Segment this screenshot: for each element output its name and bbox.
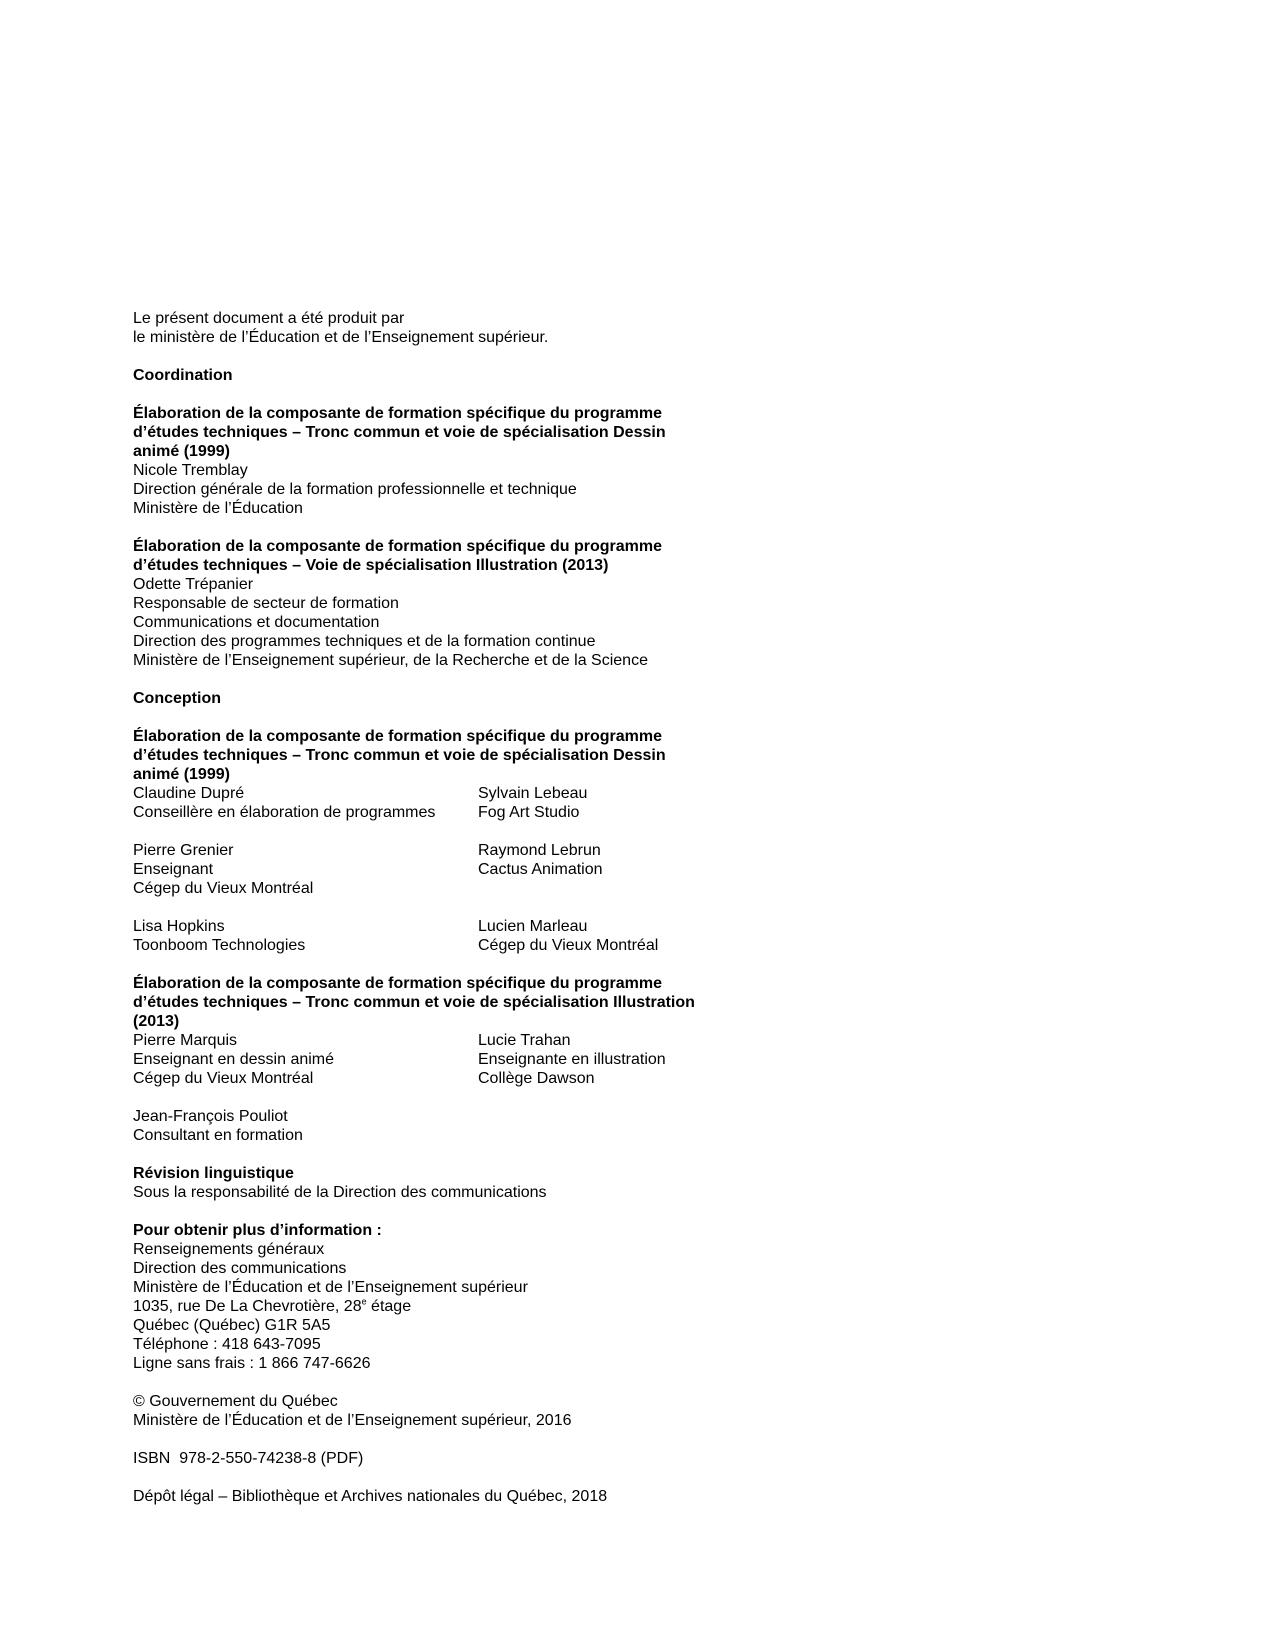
credit-line: Toonboom Technologies [133,937,306,954]
block-heading: Élaboration de la composante de formation spécifique du programme d’études techniques – Tronc commun et voie de spécialisation Illustration (2013) [133,975,695,1030]
address-line [133,1297,853,1316]
credit-line: Enseignante en illustration [478,1051,666,1068]
credit-line: Pierre Marquis [133,1032,238,1049]
tollfree-line: Ligne sans frais : 1 866 747-6626 [133,1355,371,1372]
isbn: ISBN 978-2-550-74238-8 (PDF) [133,1450,364,1467]
credit-line: Consultant en formation [133,1127,303,1144]
section-title-info: Pour obtenir plus d’information : [133,1222,382,1239]
credit-line: Cégep du Vieux Montréal [133,1070,314,1087]
credit-line: Sous la responsabilité de la Direction des communications [133,1184,547,1201]
phone-line: Téléphone : 418 643-7095 [133,1336,321,1353]
section-title-coordination: Coordination [133,367,233,384]
address-suffix: étage [366,1298,412,1315]
contact-section [133,1221,853,1373]
credit-line: Claudine Dupré [133,785,245,802]
credit-line: Lucie Trahan [478,1032,571,1049]
coordination-block-2013 [133,537,853,670]
credit-line: Enseignant en dessin animé [133,1051,335,1068]
credit-line: Cégep du Vieux Montréal [133,880,314,897]
block-heading: Élaboration de la composante de formation spécifique du programme d’études techniques – Tronc commun et voie de spécialisation Dessin animé (1999) [133,728,666,783]
credit-line: Cégep du Vieux Montréal [478,937,659,954]
contact-line: Renseignements généraux [133,1241,325,1258]
credit-line: Nicole Tremblay [133,462,248,479]
credit-line: Ministère de l’Éducation [133,500,303,517]
section-title-revision: Révision linguistique [133,1165,294,1182]
revision-section [133,1164,853,1202]
credit-line: Jean-François Pouliot [133,1108,288,1125]
address-superscript: e [361,1296,367,1307]
colophon-page [133,309,853,1506]
credit-row [133,841,853,898]
credit-line: Raymond Lebrun [478,842,601,859]
intro-line: le ministère de l’Éducation et de l’Enseignement supérieur. [133,329,549,346]
credit-line: Direction générale de la formation professionnelle et technique [133,481,577,498]
legal-deposit: Dépôt légal – Bibliothèque et Archives nationales du Québec, 2018 [133,1488,608,1505]
contact-line: Ministère de l’Éducation et de l’Enseignement supérieur [133,1279,528,1296]
credit-line: Odette Trépanier [133,576,254,593]
copyright-line: © Gouvernement du Québec [133,1393,338,1410]
credit-line: Direction des programmes techniques et de la formation continue [133,633,596,650]
credit-row [133,917,853,955]
address-prefix: 1035, rue De La Chevrotière, 28 [133,1298,362,1315]
credit-line: Enseignant [133,861,214,878]
credit-line: Fog Art Studio [478,804,580,821]
contact-line: Direction des communications [133,1260,347,1277]
section-title-conception: Conception [133,690,221,707]
conception-block-1999 [133,727,853,955]
coordination-block-1999 [133,404,853,518]
copyright-section [133,1392,853,1430]
copyright-line: Ministère de l’Éducation et de l’Enseignement supérieur, 2016 [133,1412,572,1429]
credit-line: Lucien Marleau [478,918,588,935]
credit-line: Pierre Grenier [133,842,234,859]
contact-line: Québec (Québec) G1R 5A5 [133,1317,331,1334]
credit-line: Ministère de l’Enseignement supérieur, de la Recherche et de la Science [133,652,648,669]
credit-row [133,1107,853,1145]
credit-line: Sylvain Lebeau [478,785,588,802]
credit-line: Conseillère en élaboration de programmes [133,804,436,821]
credit-row [133,1031,853,1088]
credit-line: Collège Dawson [478,1070,595,1087]
credit-row [133,784,853,822]
credit-line: Responsable de secteur de formation [133,595,399,612]
intro-line: Le présent document a été produit par [133,310,405,327]
block-heading: Élaboration de la composante de formation spécifique du programme d’études techniques – Tronc commun et voie de spécialisation Dessin animé (1999) [133,405,666,460]
credit-line: Lisa Hopkins [133,918,225,935]
intro [133,309,853,347]
credit-line: Communications et documentation [133,614,380,631]
conception-block-2013 [133,974,853,1145]
credit-line: Cactus Animation [478,861,603,878]
block-heading: Élaboration de la composante de formation spécifique du programme d’études techniques – Voie de spécialisation Illustration (2013) [133,538,662,574]
